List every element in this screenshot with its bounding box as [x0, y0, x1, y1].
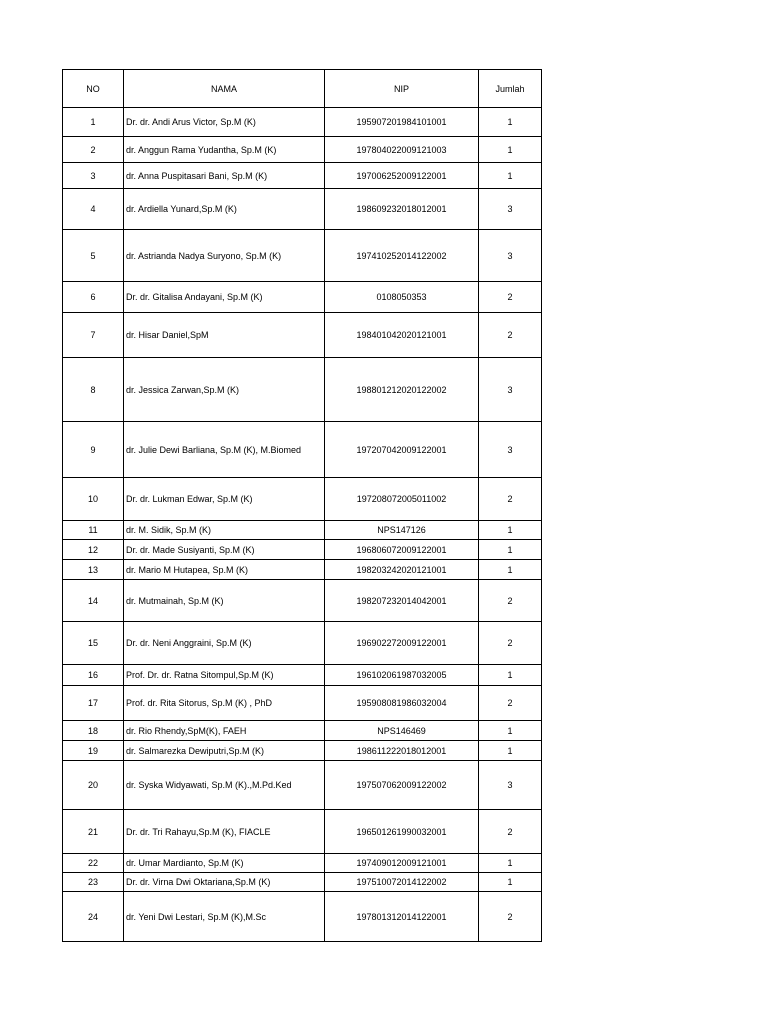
- cell-nip: 196102061987032005: [325, 665, 479, 686]
- cell-jumlah: 1: [479, 873, 542, 892]
- cell-jumlah: 3: [479, 230, 542, 282]
- cell-nama: Dr. dr. Tri Rahayu,Sp.M (K), FIACLE: [124, 810, 325, 854]
- cell-jumlah: 2: [479, 622, 542, 665]
- cell-nama: dr. M. Sidik, Sp.M (K): [124, 521, 325, 540]
- cell-no: 4: [63, 189, 124, 230]
- cell-jumlah: 2: [479, 580, 542, 622]
- cell-no: 7: [63, 313, 124, 358]
- table-row: [63, 478, 542, 521]
- cell-nip: 198207232014042001: [325, 580, 479, 622]
- cell-no: 2: [63, 137, 124, 163]
- table-row: [63, 137, 542, 163]
- table-row: [63, 313, 542, 358]
- cell-no: 15: [63, 622, 124, 665]
- cell-no: 3: [63, 163, 124, 189]
- cell-no: 8: [63, 358, 124, 422]
- cell-no: 24: [63, 892, 124, 942]
- table-row: [63, 189, 542, 230]
- cell-nip: 197409012009121001: [325, 854, 479, 873]
- table-row: [63, 622, 542, 665]
- cell-no: 14: [63, 580, 124, 622]
- cell-nama: Dr. dr. Made Susiyanti, Sp.M (K): [124, 540, 325, 560]
- cell-jumlah: 3: [479, 358, 542, 422]
- header-no: NO: [63, 70, 124, 108]
- cell-nip: 197801312014122001: [325, 892, 479, 942]
- cell-jumlah: 1: [479, 665, 542, 686]
- cell-no: 16: [63, 665, 124, 686]
- cell-jumlah: 2: [479, 478, 542, 521]
- cell-nama: dr. Syska Widyawati, Sp.M (K).,M.Pd.Ked: [124, 761, 325, 810]
- cell-jumlah: 2: [479, 810, 542, 854]
- table-row: [63, 540, 542, 560]
- cell-jumlah: 3: [479, 761, 542, 810]
- cell-jumlah: 1: [479, 108, 542, 137]
- cell-nama: Dr. dr. Neni Anggraini, Sp.M (K): [124, 622, 325, 665]
- cell-nama: Dr. dr. Andi Arus Victor, Sp.M (K): [124, 108, 325, 137]
- cell-nama: dr. Astrianda Nadya Suryono, Sp.M (K): [124, 230, 325, 282]
- cell-nip: 197410252014122002: [325, 230, 479, 282]
- cell-nip: 196501261990032001: [325, 810, 479, 854]
- cell-jumlah: 1: [479, 137, 542, 163]
- cell-jumlah: 1: [479, 721, 542, 741]
- table-row: [63, 761, 542, 810]
- cell-nip: 197207042009122001: [325, 422, 479, 478]
- table-row: [63, 521, 542, 540]
- cell-nip: 198611222018012001: [325, 741, 479, 761]
- table-row: [63, 358, 542, 422]
- header-jumlah: Jumlah: [479, 70, 542, 108]
- cell-no: 6: [63, 282, 124, 313]
- cell-nama: dr. Anna Puspitasari Bani, Sp.M (K): [124, 163, 325, 189]
- cell-jumlah: 1: [479, 854, 542, 873]
- cell-nama: dr. Mario M Hutapea, Sp.M (K): [124, 560, 325, 580]
- cell-nip: 198401042020121001: [325, 313, 479, 358]
- data-sheet: [62, 69, 542, 942]
- cell-nama: Dr. dr. Lukman Edwar, Sp.M (K): [124, 478, 325, 521]
- cell-nip: 198609232018012001: [325, 189, 479, 230]
- table-row: [63, 892, 542, 942]
- cell-nama: Dr. dr. Virna Dwi Oktariana,Sp.M (K): [124, 873, 325, 892]
- cell-nama: Dr. dr. Gitalisa Andayani, Sp.M (K): [124, 282, 325, 313]
- cell-nip: 197006252009122001: [325, 163, 479, 189]
- cell-no: 20: [63, 761, 124, 810]
- header-nama: NAMA: [124, 70, 325, 108]
- table-row: [63, 560, 542, 580]
- cell-no: 17: [63, 686, 124, 721]
- cell-nip: 195908081986032004: [325, 686, 479, 721]
- cell-jumlah: 2: [479, 892, 542, 942]
- cell-jumlah: 2: [479, 686, 542, 721]
- table-row: [63, 665, 542, 686]
- cell-no: 1: [63, 108, 124, 137]
- doctor-table: [62, 69, 542, 942]
- cell-nip: NPS147126: [325, 521, 479, 540]
- cell-jumlah: 3: [479, 422, 542, 478]
- cell-jumlah: 2: [479, 313, 542, 358]
- cell-nip: 197208072005011002: [325, 478, 479, 521]
- cell-no: 10: [63, 478, 124, 521]
- cell-no: 19: [63, 741, 124, 761]
- cell-nip: 196806072009122001: [325, 540, 479, 560]
- cell-no: 23: [63, 873, 124, 892]
- cell-jumlah: 1: [479, 521, 542, 540]
- cell-nama: dr. Rio Rhendy,SpM(K), FAEH: [124, 721, 325, 741]
- table-row: [63, 854, 542, 873]
- table-body: [63, 108, 542, 942]
- cell-nip: 197804022009121003: [325, 137, 479, 163]
- table-row: [63, 422, 542, 478]
- cell-jumlah: 3: [479, 189, 542, 230]
- cell-nama: dr. Julie Dewi Barliana, Sp.M (K), M.Biomed: [124, 422, 325, 478]
- cell-nama: dr. Hisar Daniel,SpM: [124, 313, 325, 358]
- cell-jumlah: 2: [479, 282, 542, 313]
- cell-no: 13: [63, 560, 124, 580]
- header-row: [63, 70, 542, 108]
- cell-nama: dr. Yeni Dwi Lestari, Sp.M (K),M.Sc: [124, 892, 325, 942]
- cell-nama: Prof. Dr. dr. Ratna Sitompul,Sp.M (K): [124, 665, 325, 686]
- cell-no: 21: [63, 810, 124, 854]
- cell-no: 18: [63, 721, 124, 741]
- cell-nama: dr. Umar Mardianto, Sp.M (K): [124, 854, 325, 873]
- table-row: [63, 686, 542, 721]
- cell-jumlah: 1: [479, 560, 542, 580]
- table-row: [63, 873, 542, 892]
- cell-nip: 197510072014122002: [325, 873, 479, 892]
- cell-nip: 195907201984101001: [325, 108, 479, 137]
- table-row: [63, 721, 542, 741]
- cell-nip: 198801212020122002: [325, 358, 479, 422]
- cell-jumlah: 1: [479, 163, 542, 189]
- cell-no: 9: [63, 422, 124, 478]
- cell-nama: dr. Mutmainah, Sp.M (K): [124, 580, 325, 622]
- cell-nip: 198203242020121001: [325, 560, 479, 580]
- table-row: [63, 810, 542, 854]
- cell-nip: NPS146469: [325, 721, 479, 741]
- cell-nama: dr. Jessica Zarwan,Sp.M (K): [124, 358, 325, 422]
- cell-nip: 0108050353: [325, 282, 479, 313]
- table-row: [63, 741, 542, 761]
- cell-nama: Prof. dr. Rita Sitorus, Sp.M (K) , PhD: [124, 686, 325, 721]
- table-row: [63, 108, 542, 137]
- cell-nip: 197507062009122002: [325, 761, 479, 810]
- cell-jumlah: 1: [479, 540, 542, 560]
- table-row: [63, 580, 542, 622]
- cell-no: 22: [63, 854, 124, 873]
- table-row: [63, 230, 542, 282]
- cell-nip: 196902272009122001: [325, 622, 479, 665]
- cell-no: 12: [63, 540, 124, 560]
- cell-jumlah: 1: [479, 741, 542, 761]
- table-row: [63, 282, 542, 313]
- header-nip: NIP: [325, 70, 479, 108]
- cell-nama: dr. Anggun Rama Yudantha, Sp.M (K): [124, 137, 325, 163]
- cell-no: 5: [63, 230, 124, 282]
- cell-nama: dr. Ardiella Yunard,Sp.M (K): [124, 189, 325, 230]
- cell-no: 11: [63, 521, 124, 540]
- table-row: [63, 163, 542, 189]
- cell-nama: dr. Salmarezka Dewiputri,Sp.M (K): [124, 741, 325, 761]
